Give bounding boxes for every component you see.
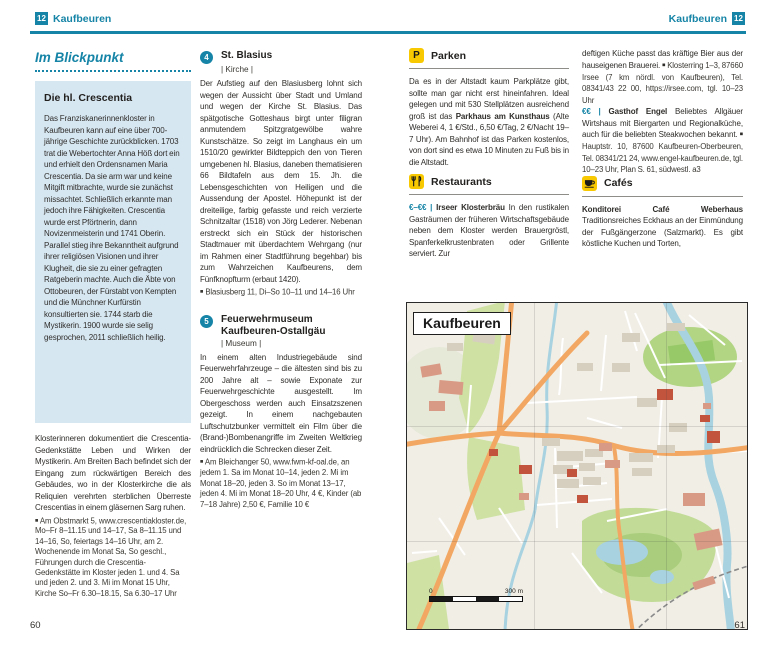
- text-segment: Parkhaus am Kunsthaus: [455, 111, 550, 121]
- contact-square-icon: ■: [200, 289, 204, 295]
- poi-contact: ■ Blasiusberg 11, Di–So 10–11 und 14–16 Uhr: [200, 287, 355, 297]
- contact-square-icon: ■: [200, 459, 204, 466]
- crescentia-contact: ■ Am Obstmarkt 5, www.crescentiakloster.de, Mo–Fr 8–11.15 und 14–17, Sa 8–11.15 und 14–16, So, feiertags 14–16 Uhr, am 2. Wochenende im Monat Sa, So geschl., Führungen durch die Crescentia-Gedenkstätte im Kloster jeden 1. und 4. Sa und jeden 2. und 3. Mi im Monat 15 Uhr, Kirche So–Fr 6.30–18.15, Sa 6.30–17 Uhr: [35, 516, 187, 598]
- map-graphics: [407, 303, 747, 629]
- text-segment: Hauptstr. 10, 87600 Kaufbeuren-Oberbeuren, Tel. 08341/21 24, www.engel-kaufbeuren.de, tgl. 10–23 Uhr, Plan S. 61, südwestl. a3: [582, 142, 743, 174]
- coffee-cup-icon: [582, 176, 597, 191]
- poi-st-blasius: [200, 50, 362, 298]
- contact-square-icon: ■: [35, 517, 39, 524]
- poi-number-badge: 4: [200, 51, 213, 64]
- text-segment: Gasthof Engel: [608, 107, 676, 116]
- poi-number-badge: 5: [200, 315, 213, 328]
- map-grid-line: [666, 303, 667, 629]
- text-segment: Irseer Klosterbräu: [436, 203, 509, 212]
- scale-bar: [429, 596, 523, 602]
- chapter-title: Kaufbeuren: [668, 12, 727, 25]
- header-left: [35, 12, 111, 25]
- text-segment: Beliebtes Allgäuer Wirtshaus mit Biergarten und Regionalküche, auch für die beliebten Steakwochen bekannt.: [582, 107, 743, 139]
- crescentia-focus-box: [35, 81, 191, 423]
- column-service-left: [409, 48, 569, 260]
- map-grid-line: [534, 303, 535, 629]
- parking-icon: P: [409, 48, 424, 63]
- poi-contact: ■ Am Bleichanger 50, www.fwm-kf-oal.de, an jedem 1. Sa im Monat 10–14, jeden 2. Mi im Monat 18–20, jeden 3. So im Monat 13–17, jeden 4. Mi im Monat 18–20 Uhr, 4 €, Kinder (ab 7–18 Jahre) 2,50 €, Familie 10 €: [200, 457, 362, 509]
- parken-body: [409, 76, 569, 168]
- map-grid-line: [407, 426, 747, 427]
- contact-square-icon: ■: [739, 131, 743, 138]
- map-grid-line: [407, 541, 747, 542]
- text-segment: Traditionsreiches Eckhaus an der Einmündung der Fußgängerzone (Salzmarkt). Es gibt köstliche Kuchen und Torten,: [582, 216, 743, 248]
- cafes-heading: Cafés: [582, 176, 743, 197]
- restaurant-entry-irseer: [409, 202, 569, 260]
- poi-heading: [200, 50, 362, 64]
- poi-body: Der Aufstieg auf den Blasiusberg lohnt sich wegen der Aussicht über Stadt und Umland und wegen der Kirche St. Blasius. Das spätgotische Gotteshaus birgt unter filigran anmutendem Spitzgratgewölbe wahre Kunstschätze. So zeigt im Langhaus ein um 1510/20 gewirkter Bildteppich den von Tieren umgebenen hl. Blasius, daneben thematisieren 66 Bildtafeln aus dem 15. Jh. die Lebensgeschichten von Heiligen und die Aussendung der Apostel. Höhepunkt ist der dreiteilige, farbig gefasste und reich verzierte Schnitzaltar (1518) von Jörg Lederer. Nebenan erstreckt sich ein Stück der historischen Stadtmauer mit überdachtem Wehrgang (nur im Rahmen einer Stadtführung begehbar) bis zum Wahrzeichen Kaufbeurens, dem Fünfknopfturm (erbaut 1420).: [200, 79, 362, 284]
- page-number-right: 61: [734, 620, 745, 631]
- text-segment: In den rustikalen Gasträumen der früheren Wirtschaftsgebäude neben dem Kloster werden Brauergröstl, Spanferkelkrustenbraten oder Grillente serviert. Zur: [409, 203, 569, 258]
- restaurant-entry-engel: [582, 106, 743, 176]
- text-segment: (Alte Weberei 4, 1 €/Std., 6,50 €/Tag, 2 €/Nacht 19–7 Uhr). Am Bahnhof ist das Parken kostenlos, von dort sind es etwa 10 Minuten zu Fuß bis in die Altstadt.: [409, 111, 569, 167]
- poi-body: In einem alten Industriegebäude sind Feuerwehrfahrzeuge – die ältesten sind bis zu 200 Jahre alt – sowie Exponate zur Feuerwehrgeschichte ausgestellt. Im Obergeschoss werden auch Einsatzszenen gezeigt. In einem nachgebauten Luftschutzbunker vermittelt ein Film über die (Brand-)Bombenangriffe im Zweiten Weltkrieg eindrücklich die Schrecken dieser Zeit.: [200, 352, 362, 454]
- chapter-badge: 12: [35, 12, 48, 25]
- header-rule: [30, 31, 746, 34]
- column-blickpunkt: [35, 50, 191, 599]
- poi-category: | Museum |: [221, 338, 262, 348]
- focus-box-title: Die hl. Crescentia: [44, 92, 133, 104]
- contact-square-icon: ■: [662, 62, 666, 68]
- poi-feuerwehrmuseum: [200, 314, 362, 510]
- text-segment: Klosterring 1–3, 87660 Irsee (7 km nördl. von Kaufbeuren), Tel. 08341/43 22 00, https://irsee.com, tgl. 10–23 Uhr: [582, 60, 743, 105]
- city-map: [406, 302, 748, 630]
- text-segment: Da es in der Altstadt kaum Parkplätze gibt, sollte man gar nicht erst hineinfahren. Ideal gelegen und mit 530 Stellplätzen ausreichend groß ist das: [409, 77, 569, 121]
- map-scale: [429, 588, 523, 602]
- focus-box-body: Das Franziskanerinnenkloster in Kaufbeuren kann auf eine über 700-jährige Geschichte zurückblicken. 1703 trat die Webertochter Anna Höß dort ein und erhielt den Ordensnamen Maria Crescentia. Da sie arm war und keine Mitgift mitbrachte, wurde sie zunächst missachtet. Schließlich erkannte man jedoch ihre Fähigkeiten. Crescentia wurde erst Pförtnerin, dann Novizenmeisterin und 1741 Oberin. Parallel stieg ihre Bekanntheit aufgrund ihrer religiösen Visionen und ihrer Klugheit, die sie zu einer gefragten Ratgeberin machte. Auch die Äbte von Ottobeuren, der Fürstabt von Kempten und die Münchner Kurfürstin konsultierten sie. 1744 starb die Mystikerin. 1900 wurde sie selig gesprochen, 2011 schließlich heilig.: [44, 114, 180, 342]
- poi-heading: [200, 314, 362, 338]
- crescentia-continuation: Klosterinneren dokumentiert die Crescentia-Gedenkstätte Leben und Wirken der Mystikerin. Am Breiten Bach befindet sich der Eingang zum rückwärtigen Bereich des Gebäudes, wo in der Klosterkirche die als Reliquien verehrten sterblichen Überreste Crescentias in einem gläsernen Sarg ruhen.: [35, 434, 191, 512]
- scale-distance: 300 m: [504, 588, 523, 595]
- poi-category: | Kirche |: [221, 65, 254, 74]
- price-category: €–€€ |: [409, 203, 437, 212]
- map-title: Kaufbeuren: [413, 312, 511, 335]
- column-pois: [200, 50, 362, 526]
- text-segment: Konditorei Café Weberhaus: [582, 204, 743, 214]
- restaurants-heading: Restaurants: [409, 174, 569, 195]
- scale-zero: 0: [429, 588, 433, 595]
- price-category: €€ |: [582, 107, 609, 116]
- text-segment: deftigen Küche passt das kräftige Bier aus der hauseigenen Brauerei.: [582, 49, 743, 70]
- cafe-entry-weberhaus: [582, 204, 743, 250]
- parken-heading: P Parken: [409, 48, 569, 69]
- header-right: [669, 12, 745, 25]
- chapter-title: Kaufbeuren: [53, 12, 112, 25]
- cutlery-icon: [409, 174, 424, 189]
- column-service-right: [582, 48, 743, 250]
- blickpunkt-heading: Im Blickpunkt: [35, 50, 191, 72]
- poi-title: Feuerwehrmuseum Kaufbeuren-Ostallgäu: [221, 313, 326, 337]
- chapter-badge: 12: [732, 12, 745, 25]
- page-number-left: 60: [30, 620, 41, 631]
- poi-title: St. Blasius: [221, 50, 273, 61]
- restaurant-entry-irseer-cont: [582, 48, 743, 106]
